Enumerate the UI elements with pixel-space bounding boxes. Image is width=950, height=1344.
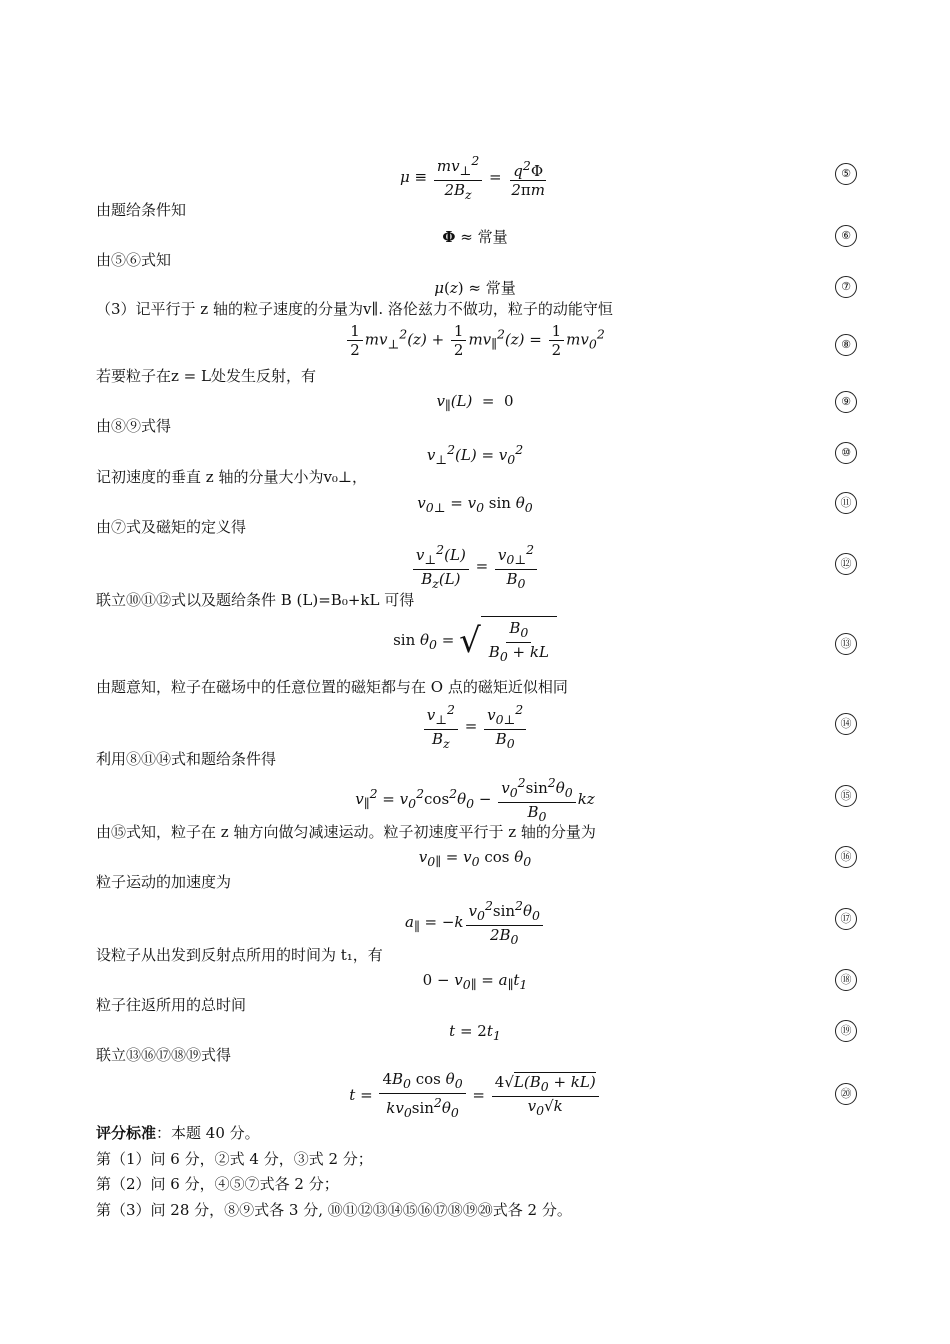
equation-number: ⑨: [835, 391, 857, 413]
scoring-title-rest: ：本题 40 分。: [156, 1124, 260, 1142]
equation-number: ⑫: [835, 553, 857, 575]
equation-12: $\frac{v_\perp^2(L)}{B_z(L)}$ = $\frac{v_{0\perp}^2}{B_0}$: [0, 541, 950, 593]
text-line: 由⑤⑥式知: [96, 251, 172, 269]
equation-10: $v_\perp^2(L) = v_0^2$: [426, 442, 524, 467]
text-line: （3）记平行于 z 轴的粒子速度的分量为v∥. 洛伦兹力不做功，粒子的动能守恒: [96, 300, 613, 318]
equation-6: Φ ≈ 常量: [442, 228, 508, 246]
text-line: 由⑦式及磁矩的定义得: [96, 518, 247, 536]
equation-9: $v_\parallel(L) = 0$: [436, 392, 514, 413]
scoring-line: 第（1）问 6 分，②式 4 分，③式 2 分；: [96, 1150, 373, 1168]
equation-number: ⑱: [835, 969, 857, 991]
scoring-line: 第（3）问 28 分，⑧⑨式各 3 分, ⑩⑪⑫⑬⑭⑮⑯⑰⑱⑲⑳式各 2 分。: [96, 1201, 572, 1219]
equation-7: μ(z) ≈ 常量: [434, 279, 516, 297]
equation-number: ⑧: [835, 334, 857, 356]
equation-number: ⑮: [835, 785, 857, 807]
equation-number: ⑦: [835, 276, 857, 298]
text-line: 粒子往返所用的总时间: [96, 996, 247, 1014]
equation-15: $v_\parallel^2 = v_0^2\cos^2\theta_0$ − $\frac{v_0^2\sin^2\theta_0}{B_0}$ kz: [355, 775, 595, 824]
equation-number: ⑲: [835, 1020, 857, 1042]
equation-16: $v_{0\parallel} = v_0$ $\cos \theta_0$: [418, 848, 532, 869]
equation-number: ⑩: [835, 442, 857, 464]
text-line: 由题意知，粒子在磁场中的任意位置的磁矩都与在 O 点的磁矩近似相同: [96, 678, 568, 696]
text-line: 若要粒子在z = L处发生反射，有: [96, 367, 316, 385]
text-line: 由⑧⑨式得: [96, 417, 172, 435]
text-line: 设粒子从出发到反射点所用的时间为 t₁，有: [96, 946, 383, 964]
text-line: 利用⑧⑪⑭式和题给条件得: [96, 750, 277, 768]
equation-17: $a_\parallel = -k$ $\frac{v_0^2\sin^2\theta_0}{2B_0}$: [0, 897, 950, 949]
equation-number: ⑪: [835, 492, 857, 514]
equation-number: ⑰: [835, 908, 857, 930]
text-line: 联立⑩⑪⑫式以及题给条件 B (L)=B₀+kL 可得: [96, 591, 415, 609]
equation-20: t = $\frac{4B_0 \cos \theta_0}{kv_0\sin^2\theta_0}$ = $\frac{4√L(B_0 + kL)}{v_0√k}$: [0, 1070, 950, 1122]
text-line: 由⑮式知，粒子在 z 轴方向做匀减速运动。粒子初速度平行于 z 轴的分量为: [96, 823, 596, 841]
scoring-heading: [96, 1123, 260, 1143]
equation-number: ⑭: [835, 713, 857, 735]
equation-18: $0 - v_{0\parallel} = a_\parallel t_1$: [422, 971, 528, 992]
equation-number: ⑤: [835, 163, 857, 185]
equation-11: $v_{0\perp} = v_0$ $\sin \theta_0$: [417, 494, 533, 515]
scoring-title: 评分标准: [96, 1124, 157, 1142]
equation-13: $\sin \theta_0$ = √ $\frac{B_0}{B_0 + kL}$: [0, 616, 950, 666]
text-line: 记初速度的垂直 z 轴的分量大小为v₀⊥，: [96, 468, 368, 486]
text-line: 由题给条件知: [96, 201, 187, 219]
text-line: 粒子运动的加速度为: [96, 873, 232, 891]
equation-number: ⑯: [835, 846, 857, 868]
equation-8: $\frac{1}{2}$ $mv_\perp^2(z)$ + $\frac{1}{2}$ $mv_\parallel^2(z)$ = $\frac{1}{2}$ $mv_0^2$: [0, 322, 950, 359]
equation-number: ⑳: [835, 1083, 857, 1105]
equation-number: ⑬: [835, 633, 857, 655]
equation-19: $t = 2t_1$: [449, 1022, 501, 1043]
equation-5: μ ≡ $\frac{mv_\perp^2}{2B_z}$ = $\frac{q^2\Phi}{2\pi m}$: [399, 153, 546, 202]
text-line: 联立⑬⑯⑰⑱⑲式得: [96, 1046, 232, 1064]
scoring-line: 第（2）问 6 分，④⑤⑦式各 2 分；: [96, 1175, 339, 1193]
equation-number: ⑥: [835, 225, 857, 247]
equation-14: $\frac{v_\perp^2}{B_z}$ = $\frac{v_{0\perp}^2}{B_0}$: [0, 701, 950, 753]
